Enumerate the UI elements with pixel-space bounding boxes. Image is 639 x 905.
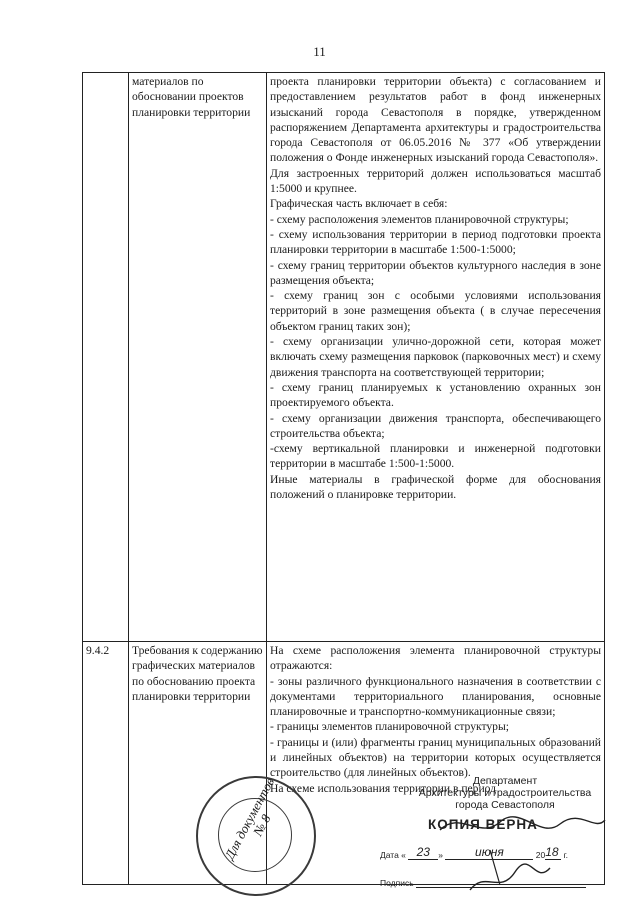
handwritten-signature-icon xyxy=(430,810,610,900)
requirement-paragraph: - схему организации движения транспорта, обеспечивающего строительства объекта; xyxy=(270,411,601,440)
row-number-cell xyxy=(83,73,129,642)
stamp-date-suffix: г. xyxy=(563,850,569,860)
row-name-cell: Требования к содержанию графических материалов по обоснованию проекта планировки территории xyxy=(129,642,267,885)
requirement-paragraph: проекта планировки территории объекта) с согласованием и предоставлением результатов работ в фонд инженерных изысканий города Севастополя в порядке, утвержденном распоряжением Департамента архитектуры и градостроительства города Севастополя от 06.05.2016 № 377 «Об утверждении положения о Фонде инженерных изысканий города Севастополя». xyxy=(270,75,601,165)
stamp-date-row: Дата « 23 » июня 2018 г. xyxy=(380,845,569,860)
requirement-paragraph: -схему вертикальной планировки и инженерной подготовки территории в масштабе 1:500-1:5000. xyxy=(270,442,601,471)
requirement-paragraph: - схему границ зон с особыми условиями использования территорий в зоне размещения объекта ( в случае пересечения объектом границ таких зон); xyxy=(270,289,601,333)
stamp-org-line: Департамент xyxy=(472,775,538,787)
requirement-paragraph: На схеме использования территории в период xyxy=(270,781,497,795)
requirement-paragraph: - схему использования территории в период подготовки проекта планировки территории в масштабе 1:500-1:5000; xyxy=(270,227,601,257)
page-number: 11 xyxy=(313,44,326,59)
round-seal-text: Для документов № 8 xyxy=(221,775,278,862)
requirement-paragraph: - зоны различного функционального назначения в соответствии с документами территориального планирования, основные планировочные и транспортно-коммуникационные связи; xyxy=(270,674,601,719)
requirement-paragraph: Графическая часть включает в себя: xyxy=(270,197,448,211)
stamp-signature-label: Подпись xyxy=(380,878,414,888)
requirement-paragraph: - схему границ территории объектов культурного наследия в зоне размещения объекта; xyxy=(270,258,601,287)
stamp-organization xyxy=(400,775,610,811)
requirement-paragraph: Для застроенных территорий должен использоваться масштаб 1:5000 и крупнее. xyxy=(270,166,601,196)
stamp-date-year-prefix: 20 xyxy=(535,850,546,860)
requirement-paragraph: На схеме расположения элемента планировочной структуры отражаются: xyxy=(270,644,601,673)
stamp-date-year: 18 xyxy=(545,845,561,860)
stamp-title: КОПИЯ ВЕРНА xyxy=(428,817,538,832)
stamp-date-day: 23 xyxy=(408,845,438,860)
requirement-paragraph: - схему расположения элементов планировочной структуры; xyxy=(270,212,569,226)
requirement-paragraph: - схему границ планируемых к установлению охранных зон проектируемого объекта. xyxy=(270,380,601,410)
requirements-table xyxy=(82,72,605,885)
round-seal-stamp xyxy=(196,776,316,896)
requirement-paragraph: - границы и (или) фрагменты границ муниципальных образований и линейных объектов) на территории которых осуществляется строительство (для линейных объектов). xyxy=(270,735,601,780)
stamp-org-line: Архитектуры и градостроительства xyxy=(418,787,592,799)
row-name-cell: материалов по обосновании проектов планировки территории xyxy=(129,73,267,642)
row-number-cell: 9.4.2 xyxy=(83,642,129,885)
stamp-date-month: июня xyxy=(445,845,533,860)
requirement-paragraph: - границы элементов планировочной структуры; xyxy=(270,720,509,734)
requirement-paragraph: Иные материалы в графической форме для обоснования положений о планировке территории. xyxy=(270,472,601,502)
stamp-date-label: Дата « xyxy=(380,850,406,860)
table-row xyxy=(83,73,605,642)
stamp-org-line: города Севастополя xyxy=(455,799,555,811)
requirement-paragraph: - схему организации улично-дорожной сети, которая может включать схему размещения парковок (парковочных мест) и схему движения транспорта на соответствующей территории; xyxy=(270,335,601,379)
row-requirements-cell xyxy=(267,73,605,642)
